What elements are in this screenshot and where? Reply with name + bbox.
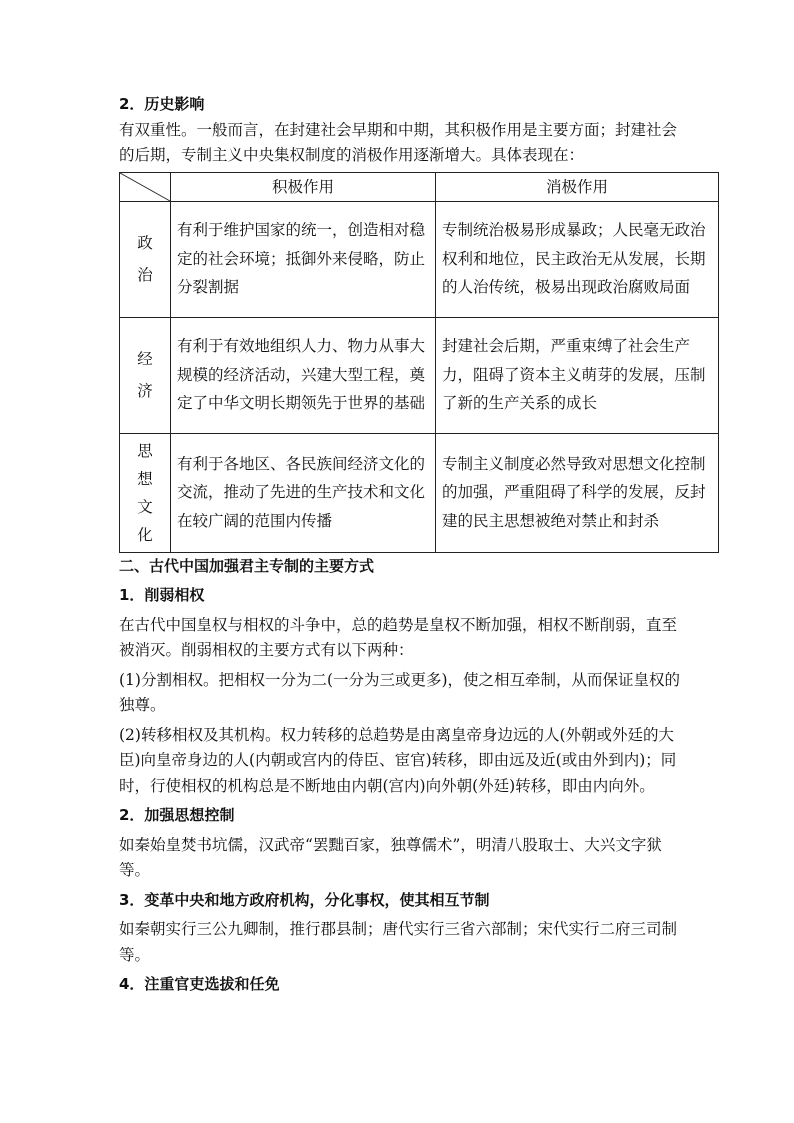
cell-negative: 封建社会后期，严重束缚了社会生产力，阻碍了资本主义萌芽的发展，压制了新的生产关系的成长 — [436, 317, 719, 433]
list-item-split-power: (1)分割相权。把相权一分为二(一分为三或更多)，使之相互牵制，从而保证皇权的独尊。 — [119, 670, 681, 714]
paragraph-thought-control: 如秦始皇焚书坑儒，汉武帝“罢黜百家，独尊儒术”，明清八股取士、大兴文字狱等。 — [119, 835, 662, 879]
row-label-char: 化 — [137, 525, 153, 544]
row-label-char: 想 — [137, 469, 153, 488]
cell-negative: 专制主义制度必然导致对思想文化控制的加强，严重阻碍了科学的发展，反封建的民主思想被绝对禁止和封杀 — [436, 433, 719, 552]
row-label-char: 文 — [137, 497, 153, 516]
table-row — [120, 201, 719, 317]
cell-positive: 有利于各地区、各民族间经济文化的交流，推动了先进的生产技术和文化在较广阔的范围内传播 — [171, 433, 436, 552]
row-label-char: 济 — [137, 382, 153, 400]
cell-positive: 有利于维护国家的统一，创造相对稳定的社会环境；抵御外来侵略，防止分裂割据 — [171, 201, 436, 317]
cell-negative: 专制统治极易形成暴政；人民毫无政治权利和地位，民主政治无从发展，长期的人治传统，极易出现政治腐败局面 — [436, 201, 719, 317]
section-heading-history-impact: 2．历史影响 — [119, 95, 205, 113]
list-item-transfer-power: (2)转移相权及其机构。权力转移的总趋势是由离皇帝身边远的人(外朝或外廷的大臣)向皇帝身边的人(内朝或宫内的侍臣、宦官)转移，即由远及近(或由外到内)；同时，行使相权的机构总是不断地由内朝(宫内)向外朝(外廷)转移，即由内向外。 — [119, 725, 677, 795]
intro-paragraph: 有双重性。一般而言，在封建社会早期和中期，其积极作用是主要方面；封建社会的后期，专制主义中央集权制度的消极作用逐渐增大。具体表现在： — [119, 120, 678, 164]
comparison-table — [119, 172, 719, 553]
paragraph-weaken-chancellor: 在古代中国皇权与相权的斗争中，总的趋势是皇权不断加强，相权不断削弱，直至被消灭。削弱相权的主要方式有以下两种： — [119, 615, 678, 659]
row-label-politics — [120, 201, 171, 317]
row-label-char: 治 — [137, 266, 153, 284]
diagonal-corner-cell — [120, 172, 171, 201]
diagonal-line-icon — [120, 173, 170, 201]
row-label-economy — [120, 317, 171, 433]
header-positive: 积极作用 — [171, 172, 436, 201]
row-label-culture — [120, 433, 171, 552]
subheading-reform-institutions: 3．变革中央和地方政府机构，分化事权，使其相互节制 — [119, 890, 490, 909]
table-header-row — [120, 172, 719, 201]
table-row — [120, 433, 719, 552]
section-heading-main-methods: 二、古代中国加强君主专制的主要方式 — [119, 556, 375, 575]
row-label-char: 经 — [137, 350, 153, 368]
subheading-thought-control: 2．加强思想控制 — [119, 806, 235, 824]
cell-positive: 有利于有效地组织人力、物力从事大规模的经济活动，兴建大型工程，奠定了中华文明长期领先于世界的基础 — [171, 317, 436, 433]
row-label-char: 思 — [137, 441, 153, 460]
document-page — [119, 92, 706, 998]
paragraph-reform-institutions: 如秦朝实行三公九卿制，推行郡县制；唐代实行三省六部制；宋代实行二府三司制等。 — [119, 920, 678, 964]
subheading-weaken-chancellor: 1．削弱相权 — [119, 586, 205, 604]
row-label-char: 政 — [137, 234, 153, 252]
subheading-official-selection: 4．注重官吏选拔和任免 — [119, 975, 280, 993]
table-row — [120, 317, 719, 433]
header-negative: 消极作用 — [436, 172, 719, 201]
